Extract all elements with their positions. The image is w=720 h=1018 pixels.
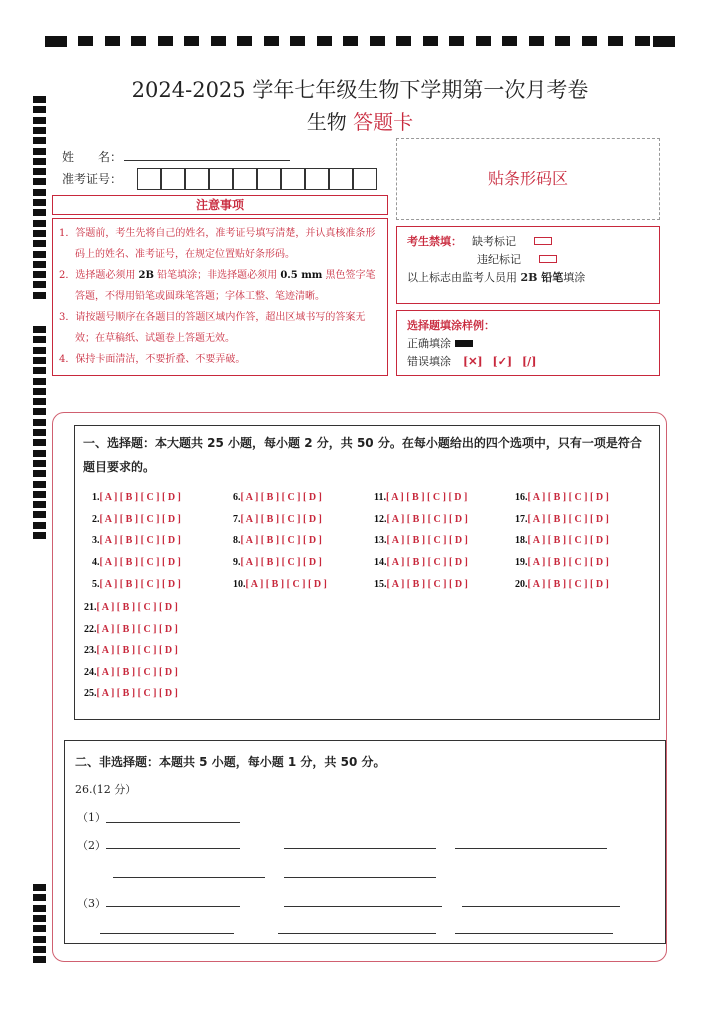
timing-mark <box>33 491 46 498</box>
answer-options[interactable]: [ A ] [ B ] [ C ] [ D ] <box>385 492 468 503</box>
id-digit-box[interactable] <box>329 168 353 190</box>
wrong-marks: [✕] [✓] [/] <box>463 355 537 368</box>
timing-mark <box>33 470 46 477</box>
answer-options[interactable]: [ A ] [ B ] [ C ] [ D ] <box>386 579 468 590</box>
question-9[interactable] <box>233 556 322 570</box>
question-15[interactable] <box>374 578 468 592</box>
notice-title: 注意事项 <box>52 195 388 215</box>
forbidden-box <box>396 226 660 304</box>
question-number: 8. <box>233 535 241 546</box>
violation-checkbox[interactable] <box>539 255 557 263</box>
answer-options[interactable]: [ A ] [ B ] [ C ] [ D ] <box>527 557 609 568</box>
question-25[interactable] <box>84 687 178 701</box>
notice-item: 2．选择题必须用 2B 铅笔填涂；非选择题必须用 0.5 mm 黑色签字笔答题，不得用铅笔或圆珠笔答题；字体工整、笔迹清晰。 <box>59 270 376 302</box>
answer-options[interactable]: [ A ] [ B ] [ C ] [ D ] <box>96 688 178 699</box>
answer-line[interactable] <box>278 933 436 934</box>
timing-mark <box>317 36 332 46</box>
timing-mark <box>33 419 46 426</box>
answer-options[interactable]: [ A ] [ B ] [ C ] [ D ] <box>386 557 468 568</box>
timing-mark <box>33 281 46 288</box>
timing-mark <box>33 347 46 354</box>
absent-label: 缺考标记 <box>472 235 516 248</box>
timing-mark <box>396 36 411 46</box>
question-number: 5. <box>92 579 100 590</box>
timing-mark <box>608 36 623 46</box>
answer-options[interactable]: [ A ] [ B ] [ C ] [ D ] <box>527 514 609 525</box>
id-digit-box[interactable] <box>305 168 329 190</box>
timing-mark <box>635 36 650 46</box>
question-21[interactable] <box>84 601 178 615</box>
question-22[interactable] <box>84 623 178 637</box>
timing-mark <box>33 532 46 539</box>
answer-options[interactable]: [ A ] [ B ] [ C ] [ D ] <box>240 535 322 546</box>
question-number: 25. <box>84 688 97 699</box>
timing-mark <box>529 36 544 46</box>
forbidden-note: 以上标志由监考人员用 2B 铅笔填涂 <box>407 271 586 284</box>
timing-mark <box>33 481 46 488</box>
part-label: （1） <box>77 811 106 824</box>
timing-mark <box>33 271 46 278</box>
sample-title: 选择题填涂样例： <box>407 319 495 332</box>
question-10[interactable] <box>233 578 327 592</box>
notice-box <box>52 218 388 376</box>
question-19[interactable] <box>515 556 609 570</box>
answer-line[interactable] <box>106 822 240 823</box>
question-number: 24. <box>84 666 97 678</box>
timing-mark <box>131 36 146 46</box>
timing-mark <box>33 946 46 953</box>
question-8[interactable] <box>233 534 322 548</box>
answer-options[interactable]: [ A ] [ B ] [ C ] [ D ] <box>240 492 322 503</box>
timing-mark <box>33 261 46 268</box>
timing-mark <box>343 36 358 46</box>
timing-mark <box>33 956 46 963</box>
name-field[interactable] <box>124 160 290 161</box>
answer-line[interactable] <box>284 848 436 849</box>
answer-line[interactable] <box>462 906 620 907</box>
question-13[interactable] <box>374 534 468 548</box>
answer-options[interactable]: [ A ] [ B ] [ C ] [ D ] <box>240 514 322 525</box>
question-number: 19. <box>515 557 528 568</box>
timing-mark <box>33 884 46 891</box>
wrong-label: 错误填涂 <box>407 355 451 368</box>
answer-line[interactable] <box>455 848 607 849</box>
timing-mark <box>33 460 46 467</box>
timing-mark <box>33 220 46 227</box>
notice-item: 1．答题前，考生先将自己的姓名，准考证号填写清楚，并认真核准条形码上的姓名、准考证号，在规定位置贴好条形码。 <box>59 228 376 260</box>
question-number: 9. <box>233 557 241 568</box>
timing-mark <box>449 36 464 46</box>
question-number: 17. <box>515 514 528 525</box>
question-number: 22. <box>84 623 97 635</box>
answer-options[interactable]: [ A ] [ B ] [ C ] [ D ] <box>99 535 181 546</box>
question-12[interactable] <box>374 513 468 527</box>
timing-mark <box>33 429 46 436</box>
timing-mark <box>33 168 46 175</box>
question-1[interactable] <box>92 491 181 505</box>
timing-mark <box>33 199 46 206</box>
timing-mark <box>33 936 46 943</box>
id-digit-box[interactable] <box>233 168 257 190</box>
timing-mark <box>33 501 46 508</box>
answer-options[interactable]: [ A ] [ B ] [ C ] [ D ] <box>96 623 178 635</box>
timing-mark <box>33 148 46 155</box>
timing-mark <box>264 36 279 46</box>
timing-mark <box>33 511 46 518</box>
timing-mark <box>33 336 46 343</box>
timing-mark <box>33 189 46 196</box>
question-number: 13. <box>374 535 387 546</box>
id-digit-box[interactable] <box>257 168 281 190</box>
timing-mark <box>33 408 46 415</box>
id-digit-box[interactable] <box>185 168 209 190</box>
answer-options[interactable]: [ A ] [ B ] [ C ] [ D ] <box>527 579 609 590</box>
timing-mark <box>290 36 305 46</box>
timing-mark <box>476 36 491 46</box>
answer-options[interactable]: [ A ] [ B ] [ C ] [ D ] <box>96 645 178 656</box>
answer-options[interactable]: [ A ] [ B ] [ C ] [ D ] <box>240 557 322 568</box>
id-digit-box[interactable] <box>161 168 185 190</box>
answer-line[interactable] <box>106 906 240 907</box>
question-number: 20. <box>515 579 528 590</box>
timing-mark <box>211 36 226 46</box>
question-number: 2. <box>92 514 100 525</box>
notice-item: 3．请按题号顺序在各题目的答题区域内作答，超出区域书写的答案无效；在草稿纸、试题卷上答题无效。 <box>59 312 366 344</box>
answer-options[interactable]: [ A ] [ B ] [ C ] [ D ] <box>245 579 327 590</box>
question-6[interactable] <box>233 491 322 505</box>
name-label: 姓 名： <box>62 150 123 164</box>
answer-line[interactable] <box>284 877 436 878</box>
question-14[interactable] <box>374 556 468 570</box>
timing-mark <box>33 925 46 932</box>
question-number: 23. <box>84 645 97 656</box>
timing-mark <box>33 894 46 901</box>
sample-box <box>396 310 660 376</box>
question-2[interactable] <box>92 513 181 527</box>
answer-options[interactable]: [ A ] [ B ] [ C ] [ D ] <box>96 602 178 613</box>
page-title: 2024-2025 学年七年级生物下学期第一次月考卷 <box>131 78 589 102</box>
answer-line[interactable] <box>284 906 442 907</box>
timing-mark <box>33 209 46 216</box>
question-17[interactable] <box>515 513 609 527</box>
question-4[interactable] <box>92 556 181 570</box>
question-number: 7. <box>233 514 241 525</box>
question-number: 3. <box>92 535 100 546</box>
timing-mark <box>33 378 46 385</box>
question-number: 15. <box>374 579 387 590</box>
answer-options[interactable]: [ A ] [ B ] [ C ] [ D ] <box>386 535 468 546</box>
answer-options[interactable]: [ A ] [ B ] [ C ] [ D ] <box>96 666 178 678</box>
timing-mark <box>33 137 46 144</box>
timing-mark <box>502 36 517 46</box>
question-number: 11. <box>374 492 386 503</box>
id-digit-box[interactable] <box>281 168 305 190</box>
timing-mark <box>33 292 46 299</box>
question-number: 1. <box>92 492 100 503</box>
timing-mark <box>33 240 46 247</box>
question-3[interactable] <box>92 534 181 548</box>
section2-box <box>64 740 666 944</box>
answer-options[interactable]: [ A ] [ B ] [ C ] [ D ] <box>99 557 181 568</box>
answer-line[interactable] <box>113 877 265 878</box>
timing-mark <box>33 251 46 258</box>
id-digit-box[interactable] <box>209 168 233 190</box>
timing-mark <box>33 398 46 405</box>
timing-mark <box>33 158 46 165</box>
timing-mark <box>582 36 597 46</box>
page-subtitle <box>0 106 720 135</box>
question-number: 14. <box>374 557 387 568</box>
timing-mark <box>105 36 120 46</box>
timing-mark <box>653 36 675 47</box>
question-number: 18. <box>515 535 528 546</box>
answer-options[interactable]: [ A ] [ B ] [ C ] [ D ] <box>527 492 609 503</box>
forbidden-title: 考生禁填： <box>407 235 462 248</box>
violation-label: 违纪标记 <box>477 253 521 266</box>
correct-label: 正确填涂 <box>407 337 451 350</box>
timing-mark <box>237 36 252 46</box>
timing-mark <box>423 36 438 46</box>
timing-mark <box>370 36 385 46</box>
question-23[interactable] <box>84 644 178 658</box>
filled-mark <box>455 340 473 347</box>
answer-options[interactable]: [ A ] [ B ] [ C ] [ D ] <box>99 514 181 525</box>
card-label: 答题卡 <box>353 110 414 134</box>
timing-mark <box>33 367 46 374</box>
question-18[interactable] <box>515 534 609 548</box>
timing-mark <box>33 357 46 364</box>
timing-mark <box>33 905 46 912</box>
answer-line[interactable] <box>455 933 613 934</box>
question-number: 6. <box>233 492 241 503</box>
question-number: 4. <box>92 557 100 568</box>
timing-mark <box>33 230 46 237</box>
id-label: 准考证号： <box>62 172 123 186</box>
barcode-area: 贴条形码区 <box>396 138 660 220</box>
answer-options[interactable]: [ A ] [ B ] [ C ] [ D ] <box>527 535 609 546</box>
id-digit-box[interactable] <box>353 168 377 190</box>
question-5[interactable] <box>92 578 181 592</box>
part-label: （3） <box>77 897 106 910</box>
id-digit-box[interactable] <box>137 168 161 190</box>
question-7[interactable] <box>233 513 322 527</box>
question-number: 16. <box>515 492 528 503</box>
question-number: 12. <box>374 514 387 525</box>
timing-mark <box>184 36 199 46</box>
question-number: 10. <box>233 579 246 590</box>
part-label: （2） <box>77 839 106 852</box>
q26-label: 26.(12 分） <box>75 783 137 796</box>
timing-mark <box>33 326 46 333</box>
timing-mark <box>33 450 46 457</box>
section1-heading: 一、选择题：本大题共 25 小题，每小题 2 分，共 50 分。在每小题给出的四个选项中，只有一项是符合题目要求的。 <box>83 436 642 474</box>
question-16[interactable] <box>515 491 609 505</box>
answer-line[interactable] <box>100 933 234 934</box>
timing-mark <box>78 36 93 46</box>
timing-mark <box>33 915 46 922</box>
section2-heading: 二、非选择题：本题共 5 小题，每小题 1 分，共 50 分。 <box>75 755 386 769</box>
subject: 生物 <box>306 110 347 134</box>
answer-options[interactable]: [ A ] [ B ] [ C ] [ D ] <box>99 579 181 590</box>
question-number: 21. <box>84 602 97 613</box>
timing-mark <box>33 178 46 185</box>
answer-options[interactable]: [ A ] [ B ] [ C ] [ D ] <box>386 514 468 525</box>
answer-line[interactable] <box>106 848 240 849</box>
notice-item: 4．保持卡面清洁，不要折叠、不要弄破。 <box>59 354 246 365</box>
timing-mark <box>158 36 173 46</box>
answer-options[interactable]: [ A ] [ B ] [ C ] [ D ] <box>99 492 181 503</box>
timing-mark <box>555 36 570 46</box>
timing-mark <box>45 36 67 47</box>
question-20[interactable] <box>515 578 609 592</box>
timing-mark <box>33 388 46 395</box>
timing-mark <box>33 439 46 446</box>
absent-checkbox[interactable] <box>534 237 552 245</box>
timing-mark <box>33 522 46 529</box>
question-24[interactable] <box>84 666 178 680</box>
question-11[interactable] <box>374 491 467 505</box>
